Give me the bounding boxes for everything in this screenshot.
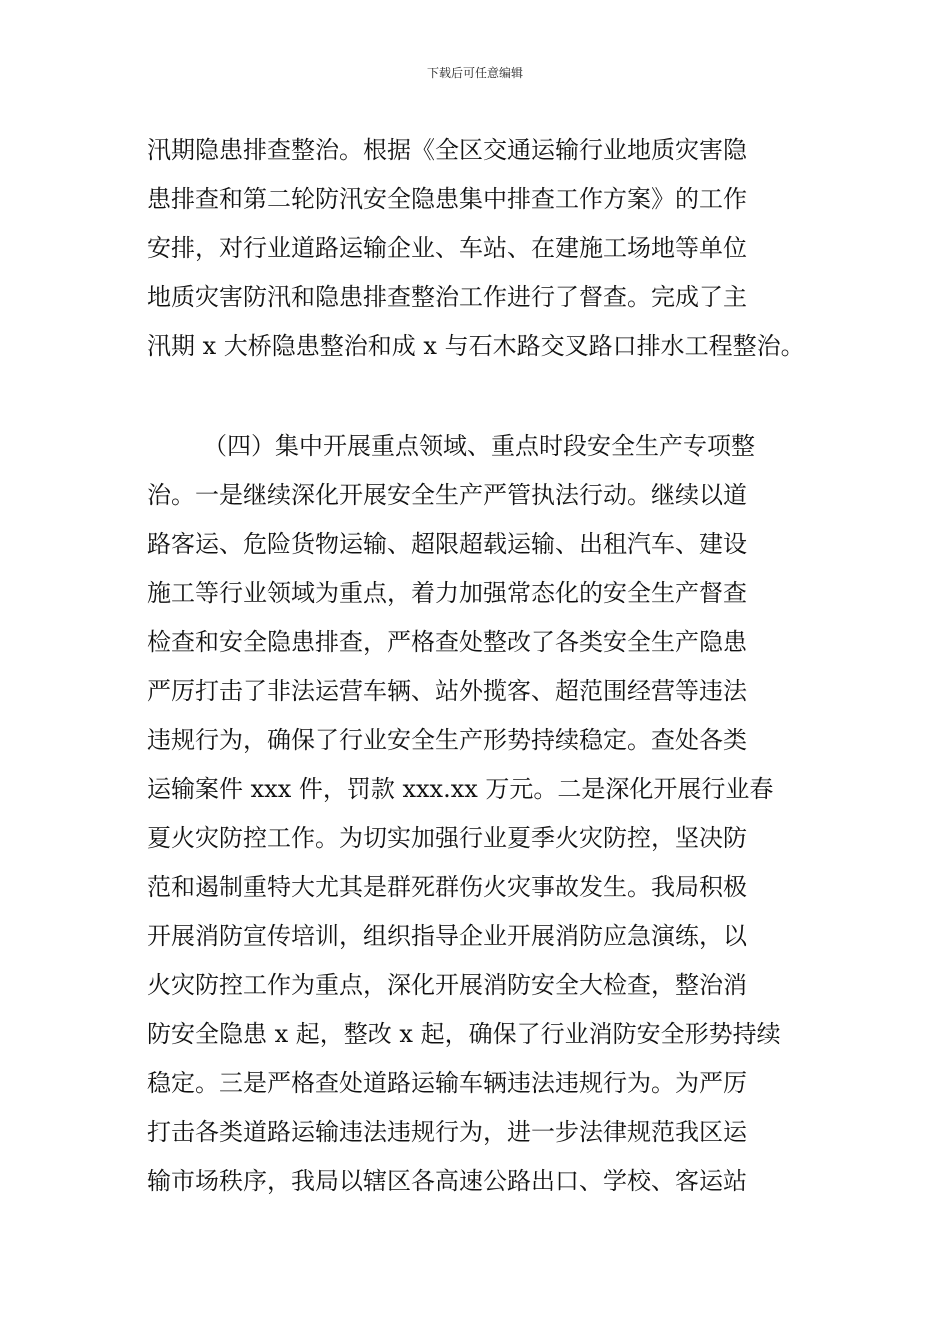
paragraph-line: 地质灾害防汛和隐患排查整治工作进行了督查。完成了主 [147,283,747,311]
paragraph-line: 治。一是继续深化开展安全生产严管执法行动。继续以道 [147,481,747,509]
paragraph-1 [147,126,837,371]
paragraph-line: 火灾防控工作为重点，深化开展消防安全大检查，整治消 [147,971,747,999]
paragraph-line: 路客运、危险货物运输、超限超载运输、出租汽车、建设 [147,530,747,558]
paragraph-line: 范和遏制重特大尤其是群死群伤火灾事故发生。我局积极 [147,873,747,901]
paragraph-line: 防安全隐患 x 起，整改 x 起，确保了行业消防安全形势持续 [147,1020,781,1048]
paragraph-line: 患排查和第二轮防汛安全隐患集中排查工作方案》的工作 [147,185,747,213]
paragraph-line: 安排，对行业道路运输企业、车站、在建施工场地等单位 [147,234,747,262]
paragraph-line: 违规行为，确保了行业安全生产形势持续稳定。查处各类 [147,726,747,754]
page-header: 下载后可任意编辑 [426,66,523,80]
paragraph-line: 夏火灾防控工作。为切实加强行业夏季火灾防控，坚决防 [147,824,747,852]
paragraph-line: （四）集中开展重点领域、重点时段安全生产专项整 [203,432,755,460]
paragraph-line: 输市场秩序，我局以辖区各高速公路出口、学校、客运站 [147,1167,747,1195]
paragraph-line: 严厉打击了非法运营车辆、站外揽客、超范围经营等违法 [147,677,747,705]
paragraph-line: 施工等行业领域为重点，着力加强常态化的安全生产督查 [147,579,747,607]
paragraph-line: 汛期隐患排查整治。根据《全区交通运输行业地质灾害隐 [147,136,747,164]
paragraph-line: 汛期 x 大桥隐患整治和成 x 与石木路交叉路口排水工程整治。 [147,332,805,360]
paragraph-line: 稳定。三是严格查处道路运输车辆违法违规行为。为严厉 [147,1069,747,1097]
paragraph-line: 运输案件 xxx 件，罚款 xxx.xx 万元。二是深化开展行业春 [147,775,774,803]
paragraph-line: 开展消防宣传培训，组织指导企业开展消防应急演练，以 [147,922,747,950]
paragraph-line: 打击各类道路运输违法违规行为，进一步法律规范我区运 [147,1118,747,1146]
paragraph-2 [147,422,837,1206]
paragraph-line: 检查和安全隐患排查，严格查处整改了各类安全生产隐患 [147,628,747,656]
